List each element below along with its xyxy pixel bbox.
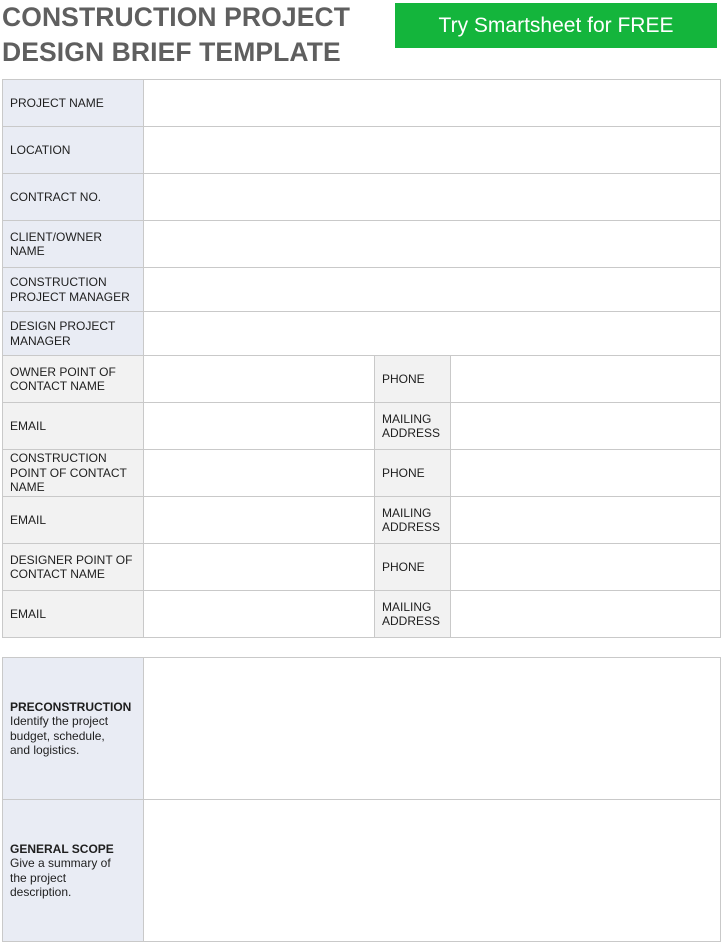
try-smartsheet-button[interactable]: Try Smartsheet for FREE — [395, 3, 717, 48]
title-line-2: DESIGN BRIEF TEMPLATE — [2, 37, 341, 67]
location-field[interactable] — [144, 127, 721, 174]
row-owner-contact — [3, 356, 721, 403]
row-project-name — [3, 80, 721, 127]
row-client-owner-name — [3, 221, 721, 268]
row-owner-email — [3, 403, 721, 450]
preconstruction-label — [3, 658, 144, 800]
owner-address-label: MAILING ADDRESS — [375, 403, 451, 450]
designer-email-field[interactable] — [144, 591, 375, 638]
construction-address-field[interactable] — [451, 497, 721, 544]
designer-phone-label: PHONE — [375, 544, 451, 591]
row-designer-contact — [3, 544, 721, 591]
client-owner-name-field[interactable] — [144, 221, 721, 268]
construction-contact-name-field[interactable] — [144, 450, 375, 497]
design-pm-field[interactable] — [144, 312, 721, 356]
row-construction-email — [3, 497, 721, 544]
project-info-table — [2, 79, 721, 638]
designer-contact-name-label: DESIGNER POINT OF CONTACT NAME — [3, 544, 144, 591]
scope-table — [2, 657, 721, 942]
owner-contact-name-field[interactable] — [144, 356, 375, 403]
title-line-1: CONSTRUCTION PROJECT — [2, 2, 350, 32]
contract-no-label: CONTRACT NO. — [3, 174, 144, 221]
owner-email-field[interactable] — [144, 403, 375, 450]
designer-phone-field[interactable] — [451, 544, 721, 591]
designer-address-field[interactable] — [451, 591, 721, 638]
row-construction-pm — [3, 268, 721, 312]
preconstruction-description: Identify the project budget, schedule, and logistics. — [10, 714, 109, 757]
owner-email-label: EMAIL — [3, 403, 144, 450]
client-owner-name-label: CLIENT/OWNER NAME — [3, 221, 144, 268]
general-scope-title: GENERAL SCOPE — [10, 841, 114, 856]
designer-contact-name-field[interactable] — [144, 544, 375, 591]
page-title — [2, 0, 382, 70]
construction-address-label: MAILING ADDRESS — [375, 497, 451, 544]
designer-address-label: MAILING ADDRESS — [375, 591, 451, 638]
location-label: LOCATION — [3, 127, 144, 174]
general-scope-label — [3, 800, 144, 942]
construction-email-field[interactable] — [144, 497, 375, 544]
design-pm-label: DESIGN PROJECT MANAGER — [3, 312, 144, 356]
owner-phone-label: PHONE — [375, 356, 451, 403]
row-preconstruction — [3, 658, 721, 800]
row-construction-contact — [3, 450, 721, 497]
general-scope-description: Give a summary of the project description. — [10, 856, 111, 899]
owner-phone-field[interactable] — [451, 356, 721, 403]
designer-email-label: EMAIL — [3, 591, 144, 638]
owner-address-field[interactable] — [451, 403, 721, 450]
preconstruction-field[interactable] — [144, 658, 721, 800]
owner-contact-name-label: OWNER POINT OF CONTACT NAME — [3, 356, 144, 403]
row-design-pm — [3, 312, 721, 356]
project-name-label: PROJECT NAME — [3, 80, 144, 127]
project-name-field[interactable] — [144, 80, 721, 127]
construction-phone-field[interactable] — [451, 450, 721, 497]
construction-contact-name-label: CONSTRUCTION POINT OF CONTACT NAME — [3, 450, 144, 497]
construction-email-label: EMAIL — [3, 497, 144, 544]
row-general-scope — [3, 800, 721, 942]
construction-pm-field[interactable] — [144, 268, 721, 312]
contract-no-field[interactable] — [144, 174, 721, 221]
general-scope-field[interactable] — [144, 800, 721, 942]
construction-pm-label: CONSTRUCTION PROJECT MANAGER — [3, 268, 144, 312]
construction-phone-label: PHONE — [375, 450, 451, 497]
row-location — [3, 127, 721, 174]
row-designer-email — [3, 591, 721, 638]
preconstruction-title: PRECONSTRUCTION — [10, 699, 132, 714]
row-contract-no — [3, 174, 721, 221]
